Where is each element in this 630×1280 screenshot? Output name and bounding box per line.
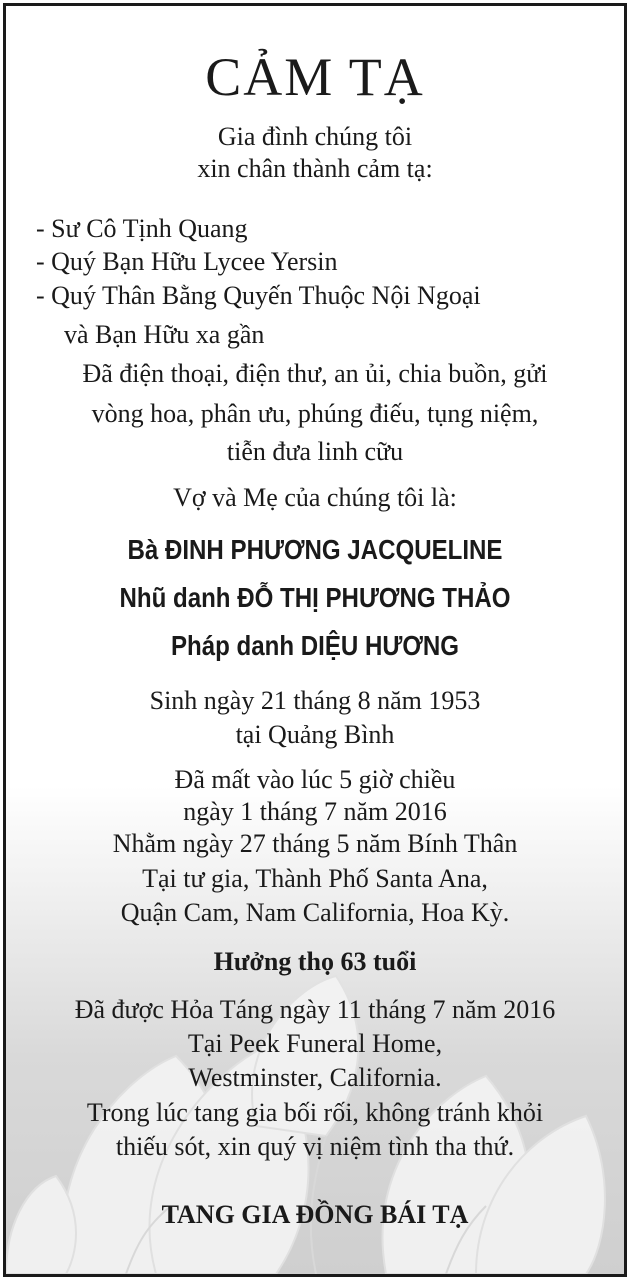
- death-line-3: Nhằm ngày 27 tháng 5 năm Bính Thân: [112, 829, 518, 858]
- gestures-line-1: Đã điện thoại, điện thư, an ủi, chia buồn, gửi: [82, 359, 548, 388]
- deceased-name: Bà ĐINH PHƯƠNG JACQUELINE: [127, 534, 503, 565]
- notice-title: CẢM TẠ: [205, 47, 425, 107]
- thanks-item-3: - Quý Thân Bằng Quyến Thuộc Nội Ngoại: [36, 281, 481, 310]
- birth-place: tại Quảng Bình: [235, 720, 395, 749]
- death-line-2: ngày 1 tháng 7 năm 2016: [183, 797, 447, 826]
- death-line-5: Quận Cam, Nam California, Hoa Kỳ.: [120, 898, 510, 927]
- thanks-item-2: - Quý Bạn Hữu Lycee Yersin: [36, 247, 338, 276]
- gestures-line-2: vòng hoa, phân ưu, phúng điếu, tụng niệm,: [91, 399, 539, 428]
- death-line-4: Tại tư gia, Thành Phố Santa Ana,: [142, 864, 488, 893]
- relation-line: Vợ và Mẹ của chúng tôi là:: [173, 483, 457, 512]
- death-line-1: Đã mất vào lúc 5 giờ chiều: [174, 765, 456, 794]
- cremation-line-2: Tại Peek Funeral Home,: [187, 1029, 443, 1058]
- intro-line-1: Gia đình chúng tôi: [217, 122, 413, 151]
- deceased-maiden-name: Nhũ danh ĐỖ THỊ PHƯƠNG THẢO: [119, 582, 511, 613]
- age-line: Hưởng thọ 63 tuổi: [213, 947, 417, 976]
- notice-content: [6, 6, 624, 1274]
- thanks-item-4: và Bạn Hữu xa gần: [64, 320, 265, 349]
- apology-line-2: thiếu sót, xin quý vị niệm tình tha thứ.: [115, 1132, 515, 1161]
- intro-line-2: xin chân thành cảm tạ:: [197, 154, 433, 183]
- birth-date: Sinh ngày 21 tháng 8 năm 1953: [149, 686, 481, 715]
- signature-line: TANG GIA ĐỒNG BÁI TẠ: [161, 1200, 469, 1229]
- deceased-dharma-name: Pháp danh DIỆU HƯƠNG: [170, 630, 460, 661]
- notice-card: [3, 3, 627, 1277]
- cremation-line-3: Westminster, California.: [188, 1063, 442, 1092]
- apology-line-1: Trong lúc tang gia bối rối, không tránh khỏi: [86, 1098, 544, 1127]
- gestures-line-3: tiễn đưa linh cữu: [226, 437, 404, 466]
- cremation-line-1: Đã được Hỏa Táng ngày 11 tháng 7 năm 2016: [74, 995, 556, 1024]
- thanks-item-1: - Sư Cô Tịnh Quang: [36, 214, 248, 243]
